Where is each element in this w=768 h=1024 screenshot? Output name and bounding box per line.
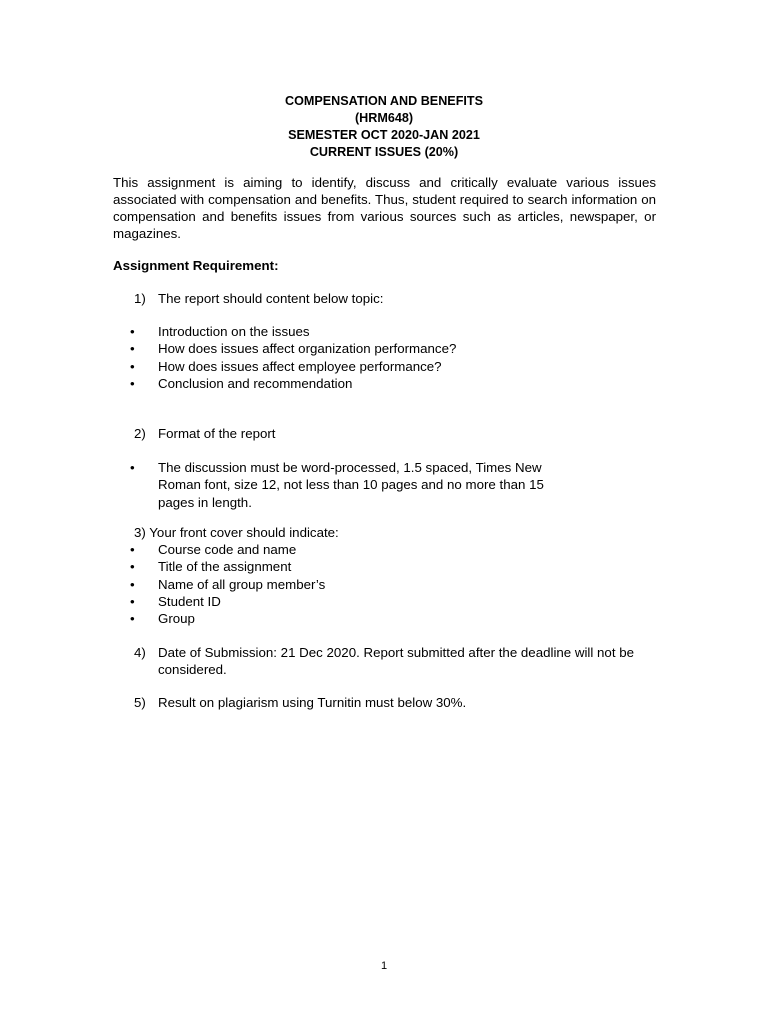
assignment-title: CURRENT ISSUES (20%) bbox=[309, 145, 459, 159]
intro-paragraph: This assignment is aiming to identify, discuss and critically evaluate various issues associated with compensation and benefits. Thus, student required to search information on compensation and benefits issues from various sources such as articles, newspaper, or magazines. bbox=[113, 175, 656, 241]
item-5-number: 5) bbox=[134, 695, 146, 710]
item-3-text: 3) Your front cover should indicate: bbox=[134, 525, 339, 540]
bullet-icon: • bbox=[130, 375, 135, 391]
list-item: • Group bbox=[130, 611, 195, 627]
bullet-icon: • bbox=[130, 460, 135, 475]
semester: SEMESTER OCT 2020-JAN 2021 bbox=[288, 128, 480, 142]
list-item: • The discussion must be word-processed, 1.5 spaced, Times New Roman font, size 12, not less than 10 pages and no more than 15 pages in length. bbox=[130, 460, 544, 510]
list-item: • How does issues affect organization performance? bbox=[130, 341, 457, 357]
item-5-text: Result on plagiarism using Turnitin must below 30%. bbox=[158, 695, 467, 710]
item-1 bbox=[134, 290, 383, 307]
item-2 bbox=[134, 425, 276, 442]
bullet-icon: • bbox=[130, 576, 135, 592]
course-code: (HRM648) bbox=[354, 111, 414, 125]
bullet-icon: • bbox=[130, 593, 135, 609]
item-4-text: Date of Submission: 21 Dec 2020. Report submitted after the deadline will not be considered. bbox=[158, 645, 635, 677]
item-2-bullets bbox=[113, 459, 673, 511]
bullet-icon: • bbox=[130, 341, 135, 357]
item-5 bbox=[134, 694, 654, 711]
item-1-text: The report should content below topic: bbox=[158, 291, 384, 306]
item-1-bullets bbox=[113, 323, 673, 392]
item-3-bullets bbox=[113, 541, 673, 627]
page-number: 1 bbox=[380, 960, 388, 972]
list-item: • Title of the assignment bbox=[130, 559, 292, 575]
bullet-icon: • bbox=[130, 611, 135, 627]
list-item: • Introduction on the issues bbox=[130, 324, 310, 339]
item-2-number: 2) bbox=[134, 426, 146, 441]
list-item: • Name of all group member’s bbox=[130, 576, 326, 592]
course-title: COMPENSATION AND BENEFITS bbox=[284, 94, 483, 108]
item-2-text: Format of the report bbox=[158, 426, 276, 441]
item-4-number: 4) bbox=[134, 645, 146, 660]
bullet-icon: • bbox=[130, 324, 135, 339]
bullet-icon: • bbox=[130, 358, 135, 374]
requirement-heading: Assignment Requirement: bbox=[113, 258, 279, 273]
list-item: • How does issues affect employee performance? bbox=[130, 358, 442, 374]
list-item: • Student ID bbox=[130, 593, 221, 609]
item-1-number: 1) bbox=[134, 291, 146, 306]
list-item: • Conclusion and recommendation bbox=[130, 375, 353, 391]
list-item: • Course code and name bbox=[130, 542, 297, 557]
bullet-icon: • bbox=[130, 542, 135, 557]
document-header bbox=[0, 93, 768, 161]
bullet-icon: • bbox=[130, 559, 135, 575]
item-4 bbox=[134, 644, 654, 678]
